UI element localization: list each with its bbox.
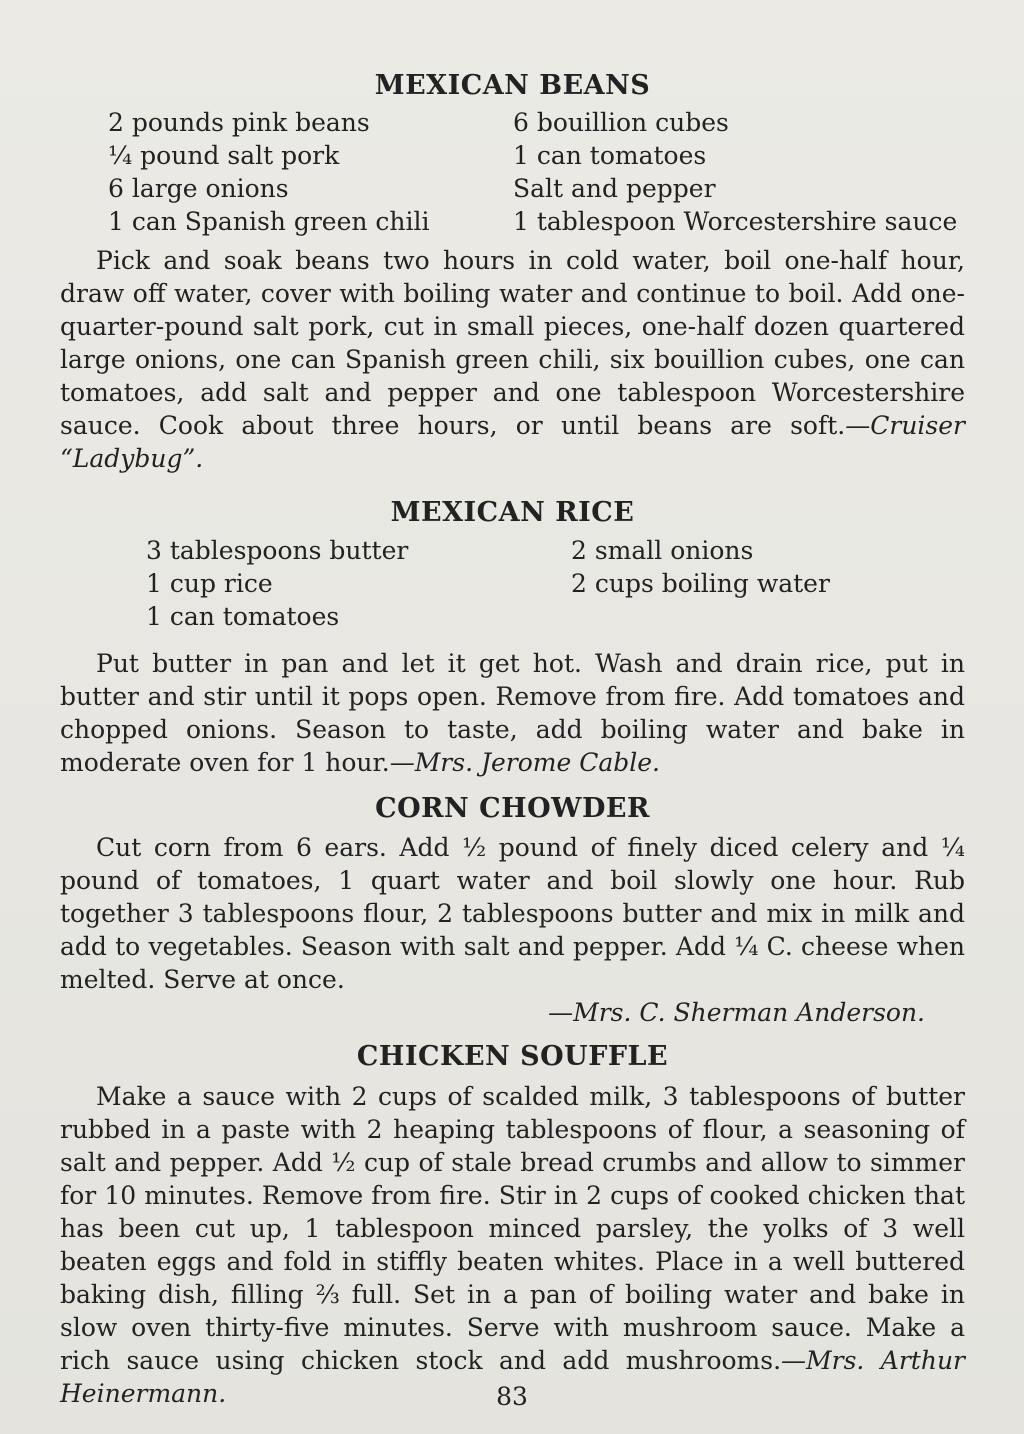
recipe-attribution: —Cruiser “Ladybug”. bbox=[60, 411, 965, 474]
instructions-text: Put butter in pan and let it get hot. Wash and drain rice, put in butter and stir until it pops open. Remove from fire. Add tomatoes and chopped onions. Season to taste, add boiling water and bake in moderate oven for 1 hour. bbox=[60, 648, 965, 777]
ingredient-item: 2 cups boiling water bbox=[571, 568, 830, 598]
ingredient-list bbox=[146, 534, 965, 633]
recipe-instructions bbox=[60, 647, 965, 779]
ingredient-item: 6 bouillion cubes bbox=[513, 108, 729, 138]
ingredient-column-right bbox=[513, 106, 957, 238]
recipe-title: CHICKEN SOUFFLE bbox=[356, 1041, 669, 1073]
page-content bbox=[60, 70, 965, 1410]
recipe-attribution: —Mrs. C. Sherman Anderson. bbox=[548, 998, 925, 1028]
recipe-corn-chowder bbox=[60, 793, 965, 1029]
recipe-chicken-souffle bbox=[60, 1041, 965, 1409]
ingredient-item: 2 small onions bbox=[571, 535, 754, 565]
ingredient-column-left bbox=[108, 106, 513, 238]
recipe-instructions bbox=[60, 1080, 965, 1410]
ingredient-item: 6 large onions bbox=[108, 174, 289, 204]
instructions-text: Make a sauce with 2 cups of scalded milk, 3 tablespoons of butter rubbed in a paste with 2 heaping tablespoons of flour, a seasoning of salt and pepper. Add ½ cup of stale bread crumbs and allow to simmer for 10 minutes. Remove from fire. Stir in 2 cups of cooked chicken that has been cut up, 1 tablespoon minced parsley, the yolks of 3 well beaten eggs and fold in stiffly beaten whites. Place in a well buttered baking dish, filling ⅔ full. Set in a pan of boiling water and bake in slow oven thirty-five minutes. Serve with mushroom sauce. Make a rich sauce using chicken stock and add mushrooms. bbox=[60, 1081, 965, 1375]
ingredient-item: 3 tablespoons butter bbox=[146, 535, 409, 565]
recipe-title: MEXICAN RICE bbox=[390, 497, 635, 529]
recipe-title: MEXICAN BEANS bbox=[374, 70, 651, 101]
recipe-attribution: —Mrs. Arthur Heinermann. bbox=[60, 1345, 965, 1408]
recipe-instructions bbox=[60, 244, 965, 475]
ingredient-item: 2 pounds pink beans bbox=[108, 108, 370, 138]
ingredient-item: Salt and pepper bbox=[513, 174, 716, 204]
ingredient-item: 1 tablespoon Worcestershire sauce bbox=[513, 207, 958, 237]
recipe-title: CORN CHOWDER bbox=[375, 792, 650, 824]
recipe-instructions: Cut corn from 6 ears. Add ½ pound of finely diced celery and ¼ pound of tomatoes, 1 quart water and boil slowly one hour. Rub together 3 tablespoons flour, 2 tablespoons butter and mix in milk and add to vegetables. Season with salt and pepper. Add ¼ C. cheese when melted. Serve at once. bbox=[60, 833, 965, 995]
ingredient-item: 1 cup rice bbox=[146, 568, 273, 598]
recipe-mexican-rice bbox=[60, 497, 965, 778]
recipe-mexican-beans bbox=[60, 70, 965, 475]
recipe-attribution: —Mrs. Jerome Cable. bbox=[389, 747, 660, 777]
ingredient-list bbox=[108, 106, 965, 238]
ingredient-item: 1 can Spanish green chili bbox=[108, 207, 430, 237]
ingredient-column-right bbox=[571, 534, 830, 633]
ingredient-item: 1 can tomatoes bbox=[513, 141, 707, 171]
ingredient-column-left bbox=[146, 534, 571, 633]
page-number: 83 bbox=[496, 1382, 528, 1411]
instructions-text: Pick and soak beans two hours in cold water, boil one-half hour, draw off water, cover with boiling water and continue to boil. Add one-quarter-pound salt pork, cut in small pieces, one-half dozen quartered large onions, one can Spanish green chili, six bouillion cubes, one can tomatoes, add salt and pepper and one tablespoon Worcestershire sauce. Cook about three hours, or until beans are soft. bbox=[60, 246, 965, 441]
ingredient-item: 1 can tomatoes bbox=[146, 601, 340, 631]
ingredient-item: ¼ pound salt pork bbox=[108, 141, 340, 171]
